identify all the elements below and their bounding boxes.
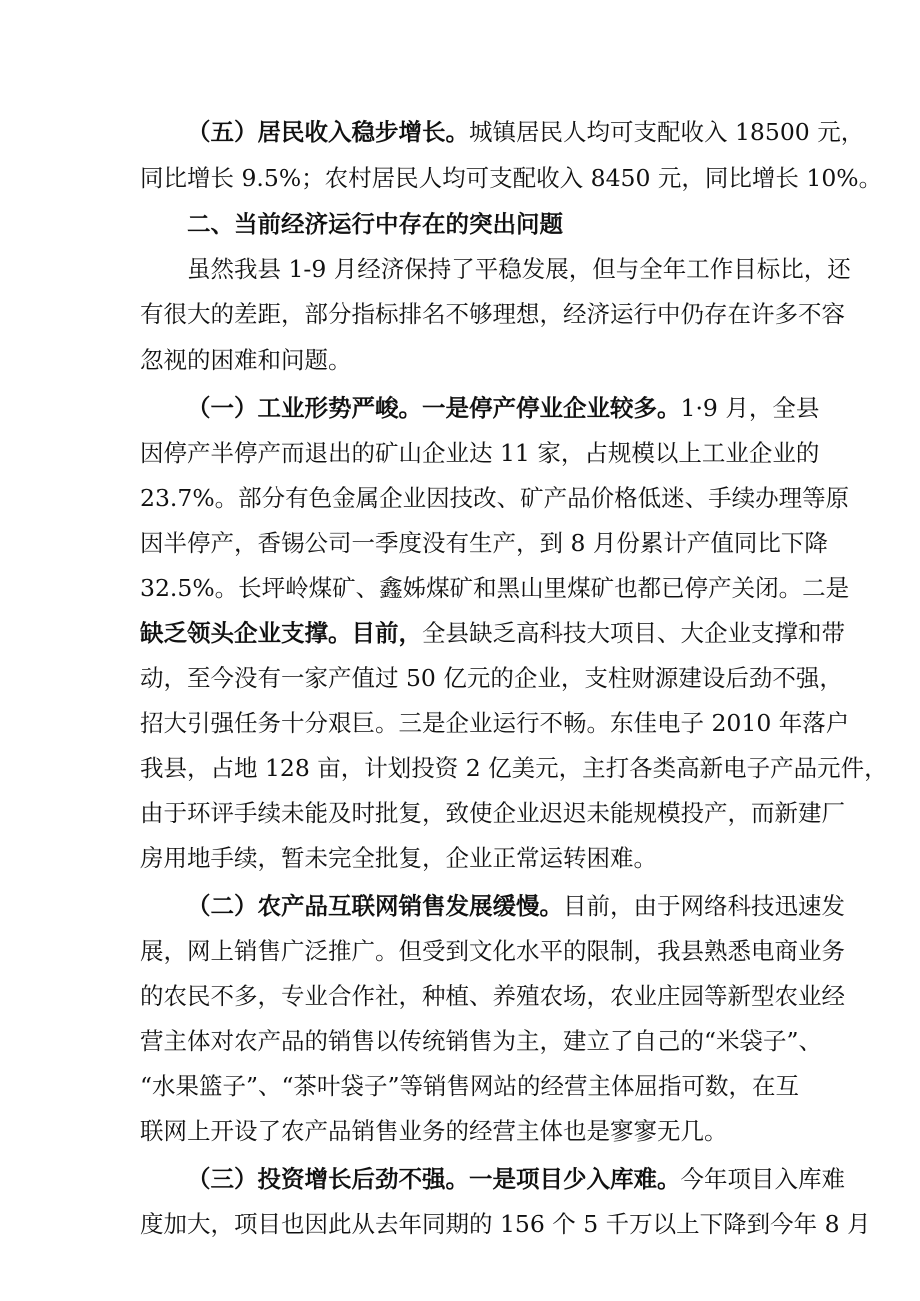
paragraph-industry-line-2: 因停产半停产而退出的矿山企业达 11 家，占规模以上工业企业的 xyxy=(140,439,820,467)
paragraph-text: 目前，由于网络科技迅速发 xyxy=(563,892,845,920)
paragraph-industry-heading: （一）工业形势严峻。一是停产停业企业较多。 xyxy=(187,394,681,422)
paragraph-industry-line-7: 动，至今没有一家产值过 50 亿元的企业，支柱财源建设后劲不强， xyxy=(140,664,843,692)
paragraph-ecommerce-line-1 xyxy=(187,886,845,926)
paragraph-income-heading: （五）居民收入稳步增长。 xyxy=(187,118,469,146)
paragraph-industry-line-9: 我县，占地 128 亩，计划投资 2 亿美元，主打各类高新电子产品元件， xyxy=(140,754,888,782)
paragraph-ecommerce-heading: （二）农产品互联网销售发展缓慢。 xyxy=(187,892,563,920)
paragraph-investment-heading: （三）投资增长后劲不强。一是项目少入库难。 xyxy=(187,1165,681,1193)
paragraph-industry-line-3: 23.7%。部分有色金属企业因技改、矿产品价格低迷、手续办理等原 xyxy=(140,484,850,512)
intro-line-1: 虽然我县 1-9 月经济保持了平稳发展，但与全年工作目标比，还 xyxy=(187,255,851,283)
paragraph-ecommerce-line-3: 的农民不多，专业合作社，种植、养殖农场，农业庄园等新型农业经 xyxy=(140,982,845,1010)
paragraph-investment-line-1 xyxy=(187,1159,845,1199)
paragraph-investment-line-2: 度加大，项目也因此从去年同期的 156 个 5 千万以上下降到今年 8 月 xyxy=(140,1210,871,1238)
paragraph-industry-line-4: 因半停产，香锡公司一季度没有生产，到 8 月份累计产值同比下降 xyxy=(140,529,828,557)
intro-line-3: 忽视的困难和问题。 xyxy=(140,346,352,374)
paragraph-text: 全县缺乏高科技大项目、大企业支撑和带 xyxy=(422,619,845,647)
intro-line-2: 有很大的差距，部分指标排名不够理想，经济运行中仍存在许多不容 xyxy=(140,300,845,328)
section-heading: 二、当前经济运行中存在的突出问题 xyxy=(187,210,563,238)
paragraph-income-line-1 xyxy=(187,112,865,152)
paragraph-industry-line-8: 招大引强任务十分艰巨。三是企业运行不畅。东佳电子 2010 年落户 xyxy=(140,709,850,737)
paragraph-text: 1·9 月，全县 xyxy=(680,394,820,422)
paragraph-ecommerce-line-5: “水果篮子”、“茶叶袋子”等销售网站的经营主体屈指可数，在互 xyxy=(140,1072,800,1100)
paragraph-ecommerce-line-2: 展，网上销售广泛推广。但受到文化水平的限制，我县熟悉电商业务 xyxy=(140,937,845,965)
paragraph-industry-line-5: 32.5%。长坪岭煤矿、鑫姊煤矿和黑山里煤矿也都已停产关闭。二是 xyxy=(140,574,850,602)
paragraph-ecommerce-line-4: 营主体对农产品的销售以传统销售为主，建立了自己的“米袋子”、 xyxy=(140,1027,823,1055)
paragraph-industry-line-1 xyxy=(187,388,820,428)
paragraph-industry-line-10: 由于环评手续未能及时批复，致使企业迟迟未能规模投产，而新建厂 xyxy=(140,799,845,827)
bold-phrase: 缺乏领头企业支撑。目前， xyxy=(140,619,422,647)
paragraph-income-line-2: 同比增长 9.5%；农村居民人均可支配收入 8450 元，同比增长 10%。 xyxy=(140,164,883,192)
paragraph-industry-line-6 xyxy=(140,613,845,653)
paragraph-ecommerce-line-6: 联网上开设了农产品销售业务的经营主体也是寥寥无几。 xyxy=(140,1117,728,1145)
paragraph-text: 城镇居民人均可支配收入 18500 元， xyxy=(469,118,865,146)
paragraph-industry-line-11: 房用地手续，暂未完全批复，企业正常运转困难。 xyxy=(140,844,657,872)
paragraph-text: 今年项目入库难 xyxy=(680,1165,845,1193)
